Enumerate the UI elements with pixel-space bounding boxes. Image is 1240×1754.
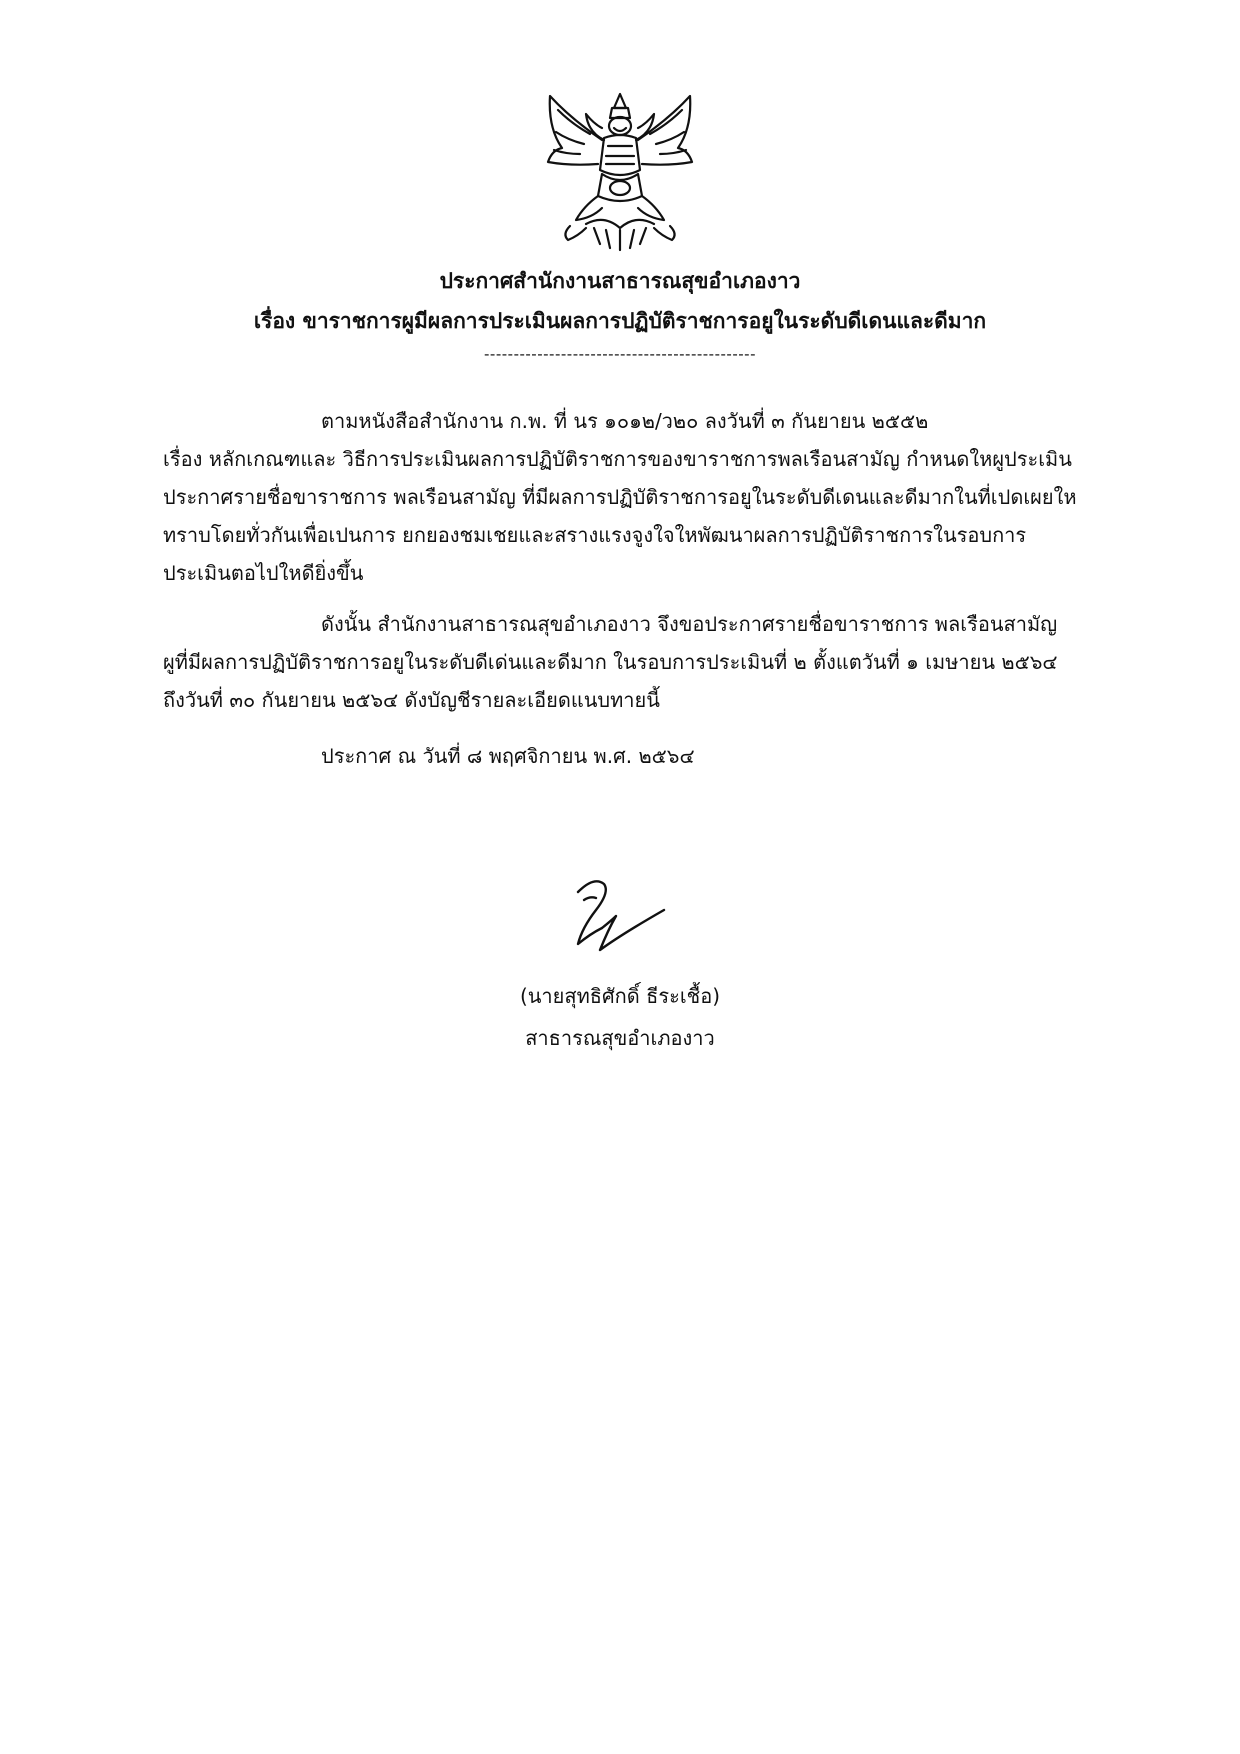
handwritten-signature — [560, 870, 670, 960]
signatory-name: (นายสุทธิศักดิ์ ธีระเชื้อ) — [519, 984, 721, 1008]
signatory-position: สาธารณสุขอำเภองาว — [525, 1026, 715, 1050]
paragraph-line: ทราบโดยทั่วกันเพื่อเปนการ ยกยองชมเชยและสรางแรงจูงใจใหพัฒนาผลการปฏิบัติราชการในรอบการ — [163, 523, 1027, 547]
paragraph-line: ตามหนังสือสำนักงาน ก.พ. ที่ นร ๑๐๑๒/ว๒๐ ลงวันที่ ๓ กันยายน ๒๕๕๒ — [321, 409, 929, 433]
announcement-date: ประกาศ ณ วันที่ ๘ พฤศจิกายน พ.ศ. ๒๕๖๔ — [321, 744, 695, 768]
paragraph-line: ผูที่มีผลการปฏิบัติราชการอยูในระดับดีเด่นและดีมาก ในรอบการประเมินที่ ๒ ตั้งแตวันที่ ๑ เมษายน ๒๕๖๔ — [163, 650, 1058, 674]
heading-separator: ---------------------------------------------- — [484, 345, 756, 363]
paragraph-line: ดังนั้น สำนักงานสาธารณสุขอำเภองาว จึงขอประกาศรายชื่อขาราชการ พลเรือนสามัญ — [321, 612, 1058, 636]
paragraph-line: เรื่อง หลักเกณฑและ วิธีการประเมินผลการปฏิบัติราชการของขาราชการพลเรือนสามัญ กำหนดใหผูประเมิน — [163, 447, 1072, 471]
paragraph-reference — [163, 402, 1093, 592]
garuda-emblem-icon — [540, 88, 700, 253]
paragraph-line: ถึงวันที่ ๓๐ กันยายน ๒๕๖๔ ดังบัญชีรายละเอียดแนบทายนี้ — [163, 688, 660, 712]
paragraph-line: ประเมินตอไปใหดียิ่งขึ้น — [163, 561, 364, 585]
announcement-title: ประกาศสำนักงานสาธารณสุขอำเภองาว — [439, 269, 801, 293]
paragraph-announcement — [163, 605, 1093, 719]
announcement-subject: เรื่อง ขาราชการผูมีผลการประเมินผลการปฏิบัติราชการอยูในระดับดีเดนและดีมาก — [253, 309, 987, 333]
paragraph-line: ประกาศรายชื่อขาราชการ พลเรือนสามัญ ที่มีผลการปฏิบัติราชการอยูในระดับดีเดนและดีมากในที่เปดเผยให — [163, 485, 1077, 509]
